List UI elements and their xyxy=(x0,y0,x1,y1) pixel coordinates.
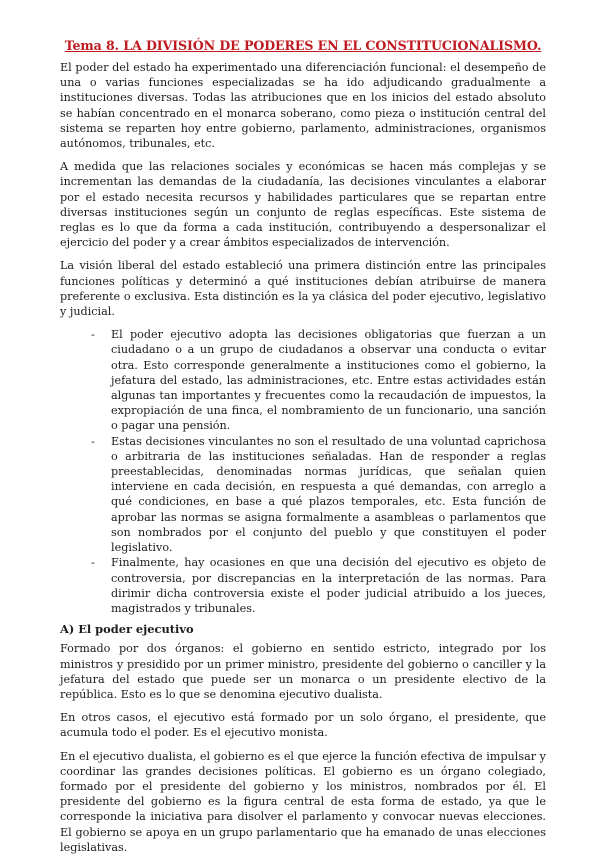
section-paragraph-1: Formado por dos órganos: el gobierno en sentido estricto, integrado por los ministros y presidido por un primer ministro, presidente del gobierno o canciller y la jefatura del estado que puede ser un monarca o un presidente electivo de la república. Esto es lo que se denomina ejecutivo dualista. xyxy=(60,642,546,701)
list-item-judicial: - Finalmente, hay ocasiones en que una decisión del ejecutivo es objeto de controversia, por discrepancias en la interpretación de las normas. Para dirimir dicha controversia existe el poder judicial atribuido a los jueces, magistrados y tribunales. xyxy=(111,555,546,616)
intro-paragraph-1: El poder del estado ha experimentado una diferenciación funcional: el desempeño de una o varias funciones especializadas se ha ido adjudicando gradualmente a instituciones diversas. Todas las atribuciones que en los inicios del estado absoluto se habían concentrado en el monarca soberano, como pieza o institución central del sistema se reparten hoy entre gobierno, parlamento, administraciones, organismos autónomos, tribunales, etc. xyxy=(60,61,546,151)
section-heading-poder-ejecutivo: A) El poder ejecutivo xyxy=(60,622,194,637)
intro-paragraph-2: A medida que las relaciones sociales y económicas se hacen más complejas y se incrementan las demandas de la ciudadanía, las decisiones vinculantes a elaborar por el estado necesita recursos y habilidades particulares que se repartan entre diversas instituciones según un conjunto de reglas específicas. Este sistema de reglas es lo que da forma a cada institución, contribuyendo a despersonalizar el ejercicio del poder y a crear ámbitos especializados de intervención. xyxy=(60,160,546,250)
list-item-legislativo: - Estas decisiones vinculantes no son el resultado de una voluntad caprichosa o arbitraria de las instituciones señaladas. Han de responder a reglas preestablecidas, denominadas normas jurídicas, que señalan quien interviene en cada decisión, en respuesta a qué demandas, con arreglo a qué condiciones, en base a qué plazos temporales, etc. Esta función de aprobar las normas se asigna formalmente a asambleas o parlamentos que son nombrados por el conjunto del pueblo y que constituyen el poder legislativo. xyxy=(111,434,546,556)
section-paragraph-3: En el ejecutivo dualista, el gobierno es el que ejerce la función efectiva de impulsar y coordinar las grandes decisiones políticas. El gobierno es un órgano colegiado, formado por el presidente del gobierno y los ministros, nombrados por él. El presidente del gobierno es la figura central de esta forma de estado, ya que le corresponde la iniciativa para disolver el parlamento y convocar nuevas elecciones. El gobierno se apoya en un grupo parlamentario que ha emanado de unas elecciones legislativas. xyxy=(60,749,546,854)
intro-paragraph-3: La visión liberal del estado estableció una primera distinción entre las principales funciones políticas y determinó a qué instituciones debían atribuirse de manera preferente o exclusiva. Esta distinción es la ya clásica del poder ejecutivo, legislativo y judicial. xyxy=(60,259,546,319)
section-paragraph-2: En otros casos, el ejecutivo está formado por un solo órgano, el presidente, que acumula todo el poder. Es el ejecutivo monista. xyxy=(60,711,546,740)
powers-list xyxy=(60,327,546,616)
document-title: Tema 8. LA DIVISIÓN DE PODERES EN EL CONSTITUCIONALISMO. xyxy=(64,38,542,53)
list-item-ejecutivo: - El poder ejecutivo adopta las decisiones obligatorias que fuerzan a un ciudadano o a un grupo de ciudadanos a observar una conducta o evitar otra. Esto corresponde generalmente a instituciones como el gobierno, la jefatura del estado, las administraciones, etc. Entre estas actividades están algunas tan importantes y frecuentes como la recaudación de impuestos, la expropiación de una finca, el nombramiento de un funcionario, una sanción o pagar una pensión. xyxy=(111,327,546,433)
